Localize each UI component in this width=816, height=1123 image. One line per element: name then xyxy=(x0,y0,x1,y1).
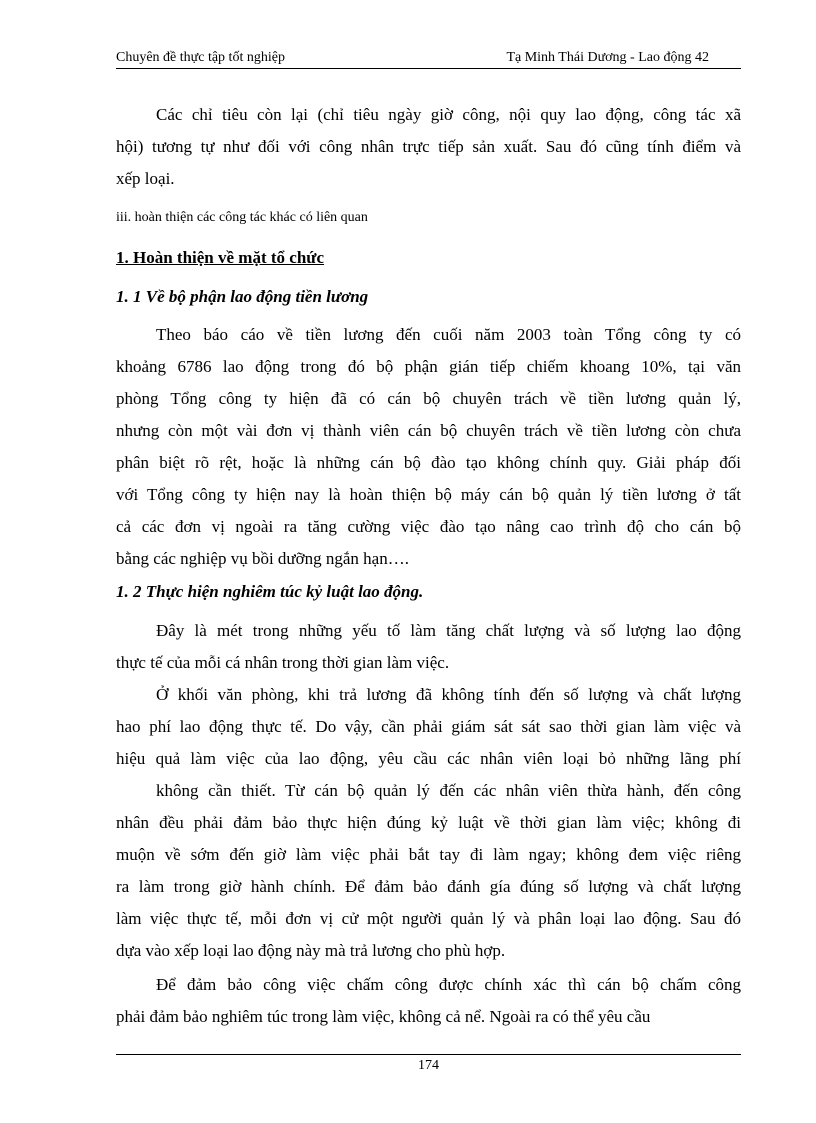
heading-1: 1. Hoàn thiện về mặt tổ chức xyxy=(116,248,325,267)
page-header xyxy=(116,48,741,69)
section-title: iii. hoàn thiện các công tác khác có liên quan xyxy=(116,210,368,225)
body-line: Đây là mét trong những yếu tố làm tăng chất lượng và số lượng lao động xyxy=(156,621,741,640)
footer-rule xyxy=(116,1054,741,1055)
body-line: phải đảm bảo nghiêm túc trong làm việc, không cả nể. Ngoài ra có thể yêu cầu xyxy=(116,1007,651,1026)
heading-1-2: 1. 2 Thực hiện nghiêm túc kỷ luật lao động. xyxy=(116,582,424,601)
body-line: nhân đều phải đảm bảo thực hiện đúng kỷ luật về thời gian làm việc; không đi xyxy=(116,813,741,832)
body-line: làm việc thực tế, mỗi đơn vị cử một người quản lý và phân loại lao động. Sau đó xyxy=(116,909,741,928)
body-line: hao phí lao động thực tế. Do vậy, cần phải giám sát sát sao thời gian làm việc và xyxy=(116,717,741,736)
body-line: phòng Tổng công ty hiện đã có cán bộ chuyên trách về tiền lương quản lý, xyxy=(116,389,741,408)
body-line: xếp loại. xyxy=(116,169,175,188)
page-number: 174 xyxy=(418,1058,439,1073)
body-line: Ở khối văn phòng, khi trả lương đã không tính đến số lượng và chất lượng xyxy=(156,685,741,704)
body-line: dựa vào xếp loại lao động này mà trả lương cho phù hợp. xyxy=(116,941,506,960)
body-line: Để đảm bảo công việc chấm công được chính xác thì cán bộ chấm công xyxy=(156,975,741,994)
body-line: phân biệt rõ rệt, hoặc là những cán bộ đào tạo không chính quy. Giải pháp đối xyxy=(116,453,741,472)
header-left: Chuyên đề thực tập tốt nghiệp xyxy=(116,50,285,65)
body-line: hội) tương tự như đối với công nhân trực tiếp sản xuất. Sau đó cũng tính điểm và xyxy=(116,137,741,156)
body-line: muộn về sớm đến giờ làm việc phải bắt tay đi làm ngay; không đem việc riêng xyxy=(116,845,741,864)
body-line: hiệu quả làm việc của lao động, yêu cầu các nhân viên loại bỏ những lãng phí xyxy=(116,749,741,768)
body-line: Theo báo cáo về tiền lương đến cuối năm 2003 toàn Tổng công ty có xyxy=(156,325,741,344)
body-line: ra làm trong giờ hành chính. Để đảm bảo đánh gía đúng số lượng và chất lượng xyxy=(116,877,741,896)
body-line: bằng các nghiệp vụ bồi dưỡng ngắn hạn…. xyxy=(116,549,409,568)
body-line: nhưng còn một vài đơn vị thành viên cán bộ chuyên trách về tiền lương còn chưa xyxy=(116,421,741,440)
body-line: Các chỉ tiêu còn lại (chỉ tiêu ngày giờ công, nội quy lao động, công tác xã xyxy=(156,105,741,124)
body-line: không cần thiết. Từ cán bộ quản lý đến các nhân viên thừa hành, đến công xyxy=(156,781,741,800)
body-line: thực tế của mỗi cá nhân trong thời gian làm việc. xyxy=(116,653,450,672)
header-right: Tạ Minh Thái Dương - Lao động 42 xyxy=(506,50,709,65)
body-line: với Tổng công ty hiện nay là hoàn thiện bộ máy cán bộ quản lý tiền lương ở tất xyxy=(116,485,741,504)
body-line: khoảng 6786 lao động trong đó bộ phận gián tiếp chiếm khoang 10%, tại văn xyxy=(116,357,741,376)
heading-1-1: 1. 1 Về bộ phận lao động tiền lương xyxy=(116,287,369,306)
body-line: cả các đơn vị ngoài ra tăng cường việc đào tạo nâng cao trình độ cho cán bộ xyxy=(116,517,741,536)
